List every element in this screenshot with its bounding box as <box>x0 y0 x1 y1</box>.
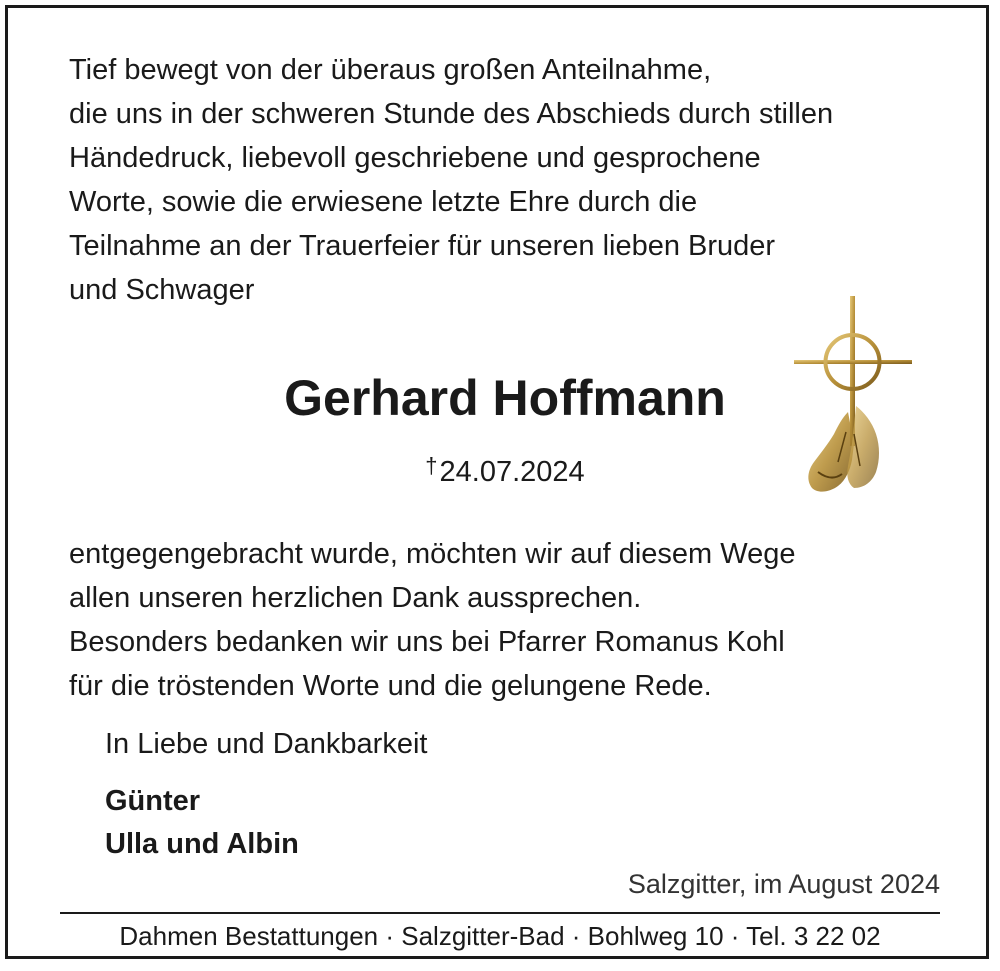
body-line-4: für die tröstenden Worte und die gelungene Rede. <box>69 670 712 702</box>
deceased-name: Gerhard Hoffmann <box>284 370 726 426</box>
intro-line-2: die uns in der schweren Stunde des Abschieds durch stillen <box>69 98 834 130</box>
footer-divider <box>60 912 940 914</box>
body-line-1: entgegengebracht wurde, möchten wir auf diesem Wege <box>69 538 796 570</box>
intro-line-5: Teilnahme an der Trauerfeier für unseren lieben Bruder <box>69 230 776 262</box>
body-line-3: Besonders bedanken wir uns bei Pfarrer Romanus Kohl <box>69 626 785 658</box>
signatory-1: Günter <box>105 785 201 817</box>
signatory-2: Ulla und Albin <box>105 828 299 860</box>
death-cross-symbol: † <box>425 453 438 478</box>
closing-phrase: In Liebe und Dankbarkeit <box>105 728 428 760</box>
place-and-date: Salzgitter, im August 2024 <box>627 869 940 899</box>
intro-line-4: Worte, sowie die erwiesene letzte Ehre durch die <box>69 186 698 218</box>
cross-and-praying-hands-icon <box>788 294 918 509</box>
intro-line-3: Händedruck, liebevoll geschriebene und gesprochene <box>69 142 761 174</box>
intro-line-6: und Schwager <box>69 274 255 306</box>
death-date: 24.07.2024 <box>439 456 585 488</box>
funeral-home-footer: Dahmen Bestattungen · Salzgitter-Bad · Bohlweg 10 · Tel. 3 22 02 <box>119 921 881 951</box>
intro-line-1: Tief bewegt von der überaus großen Anteilnahme, <box>69 54 712 86</box>
body-line-2: allen unseren herzlichen Dank aussprechen. <box>69 582 642 614</box>
